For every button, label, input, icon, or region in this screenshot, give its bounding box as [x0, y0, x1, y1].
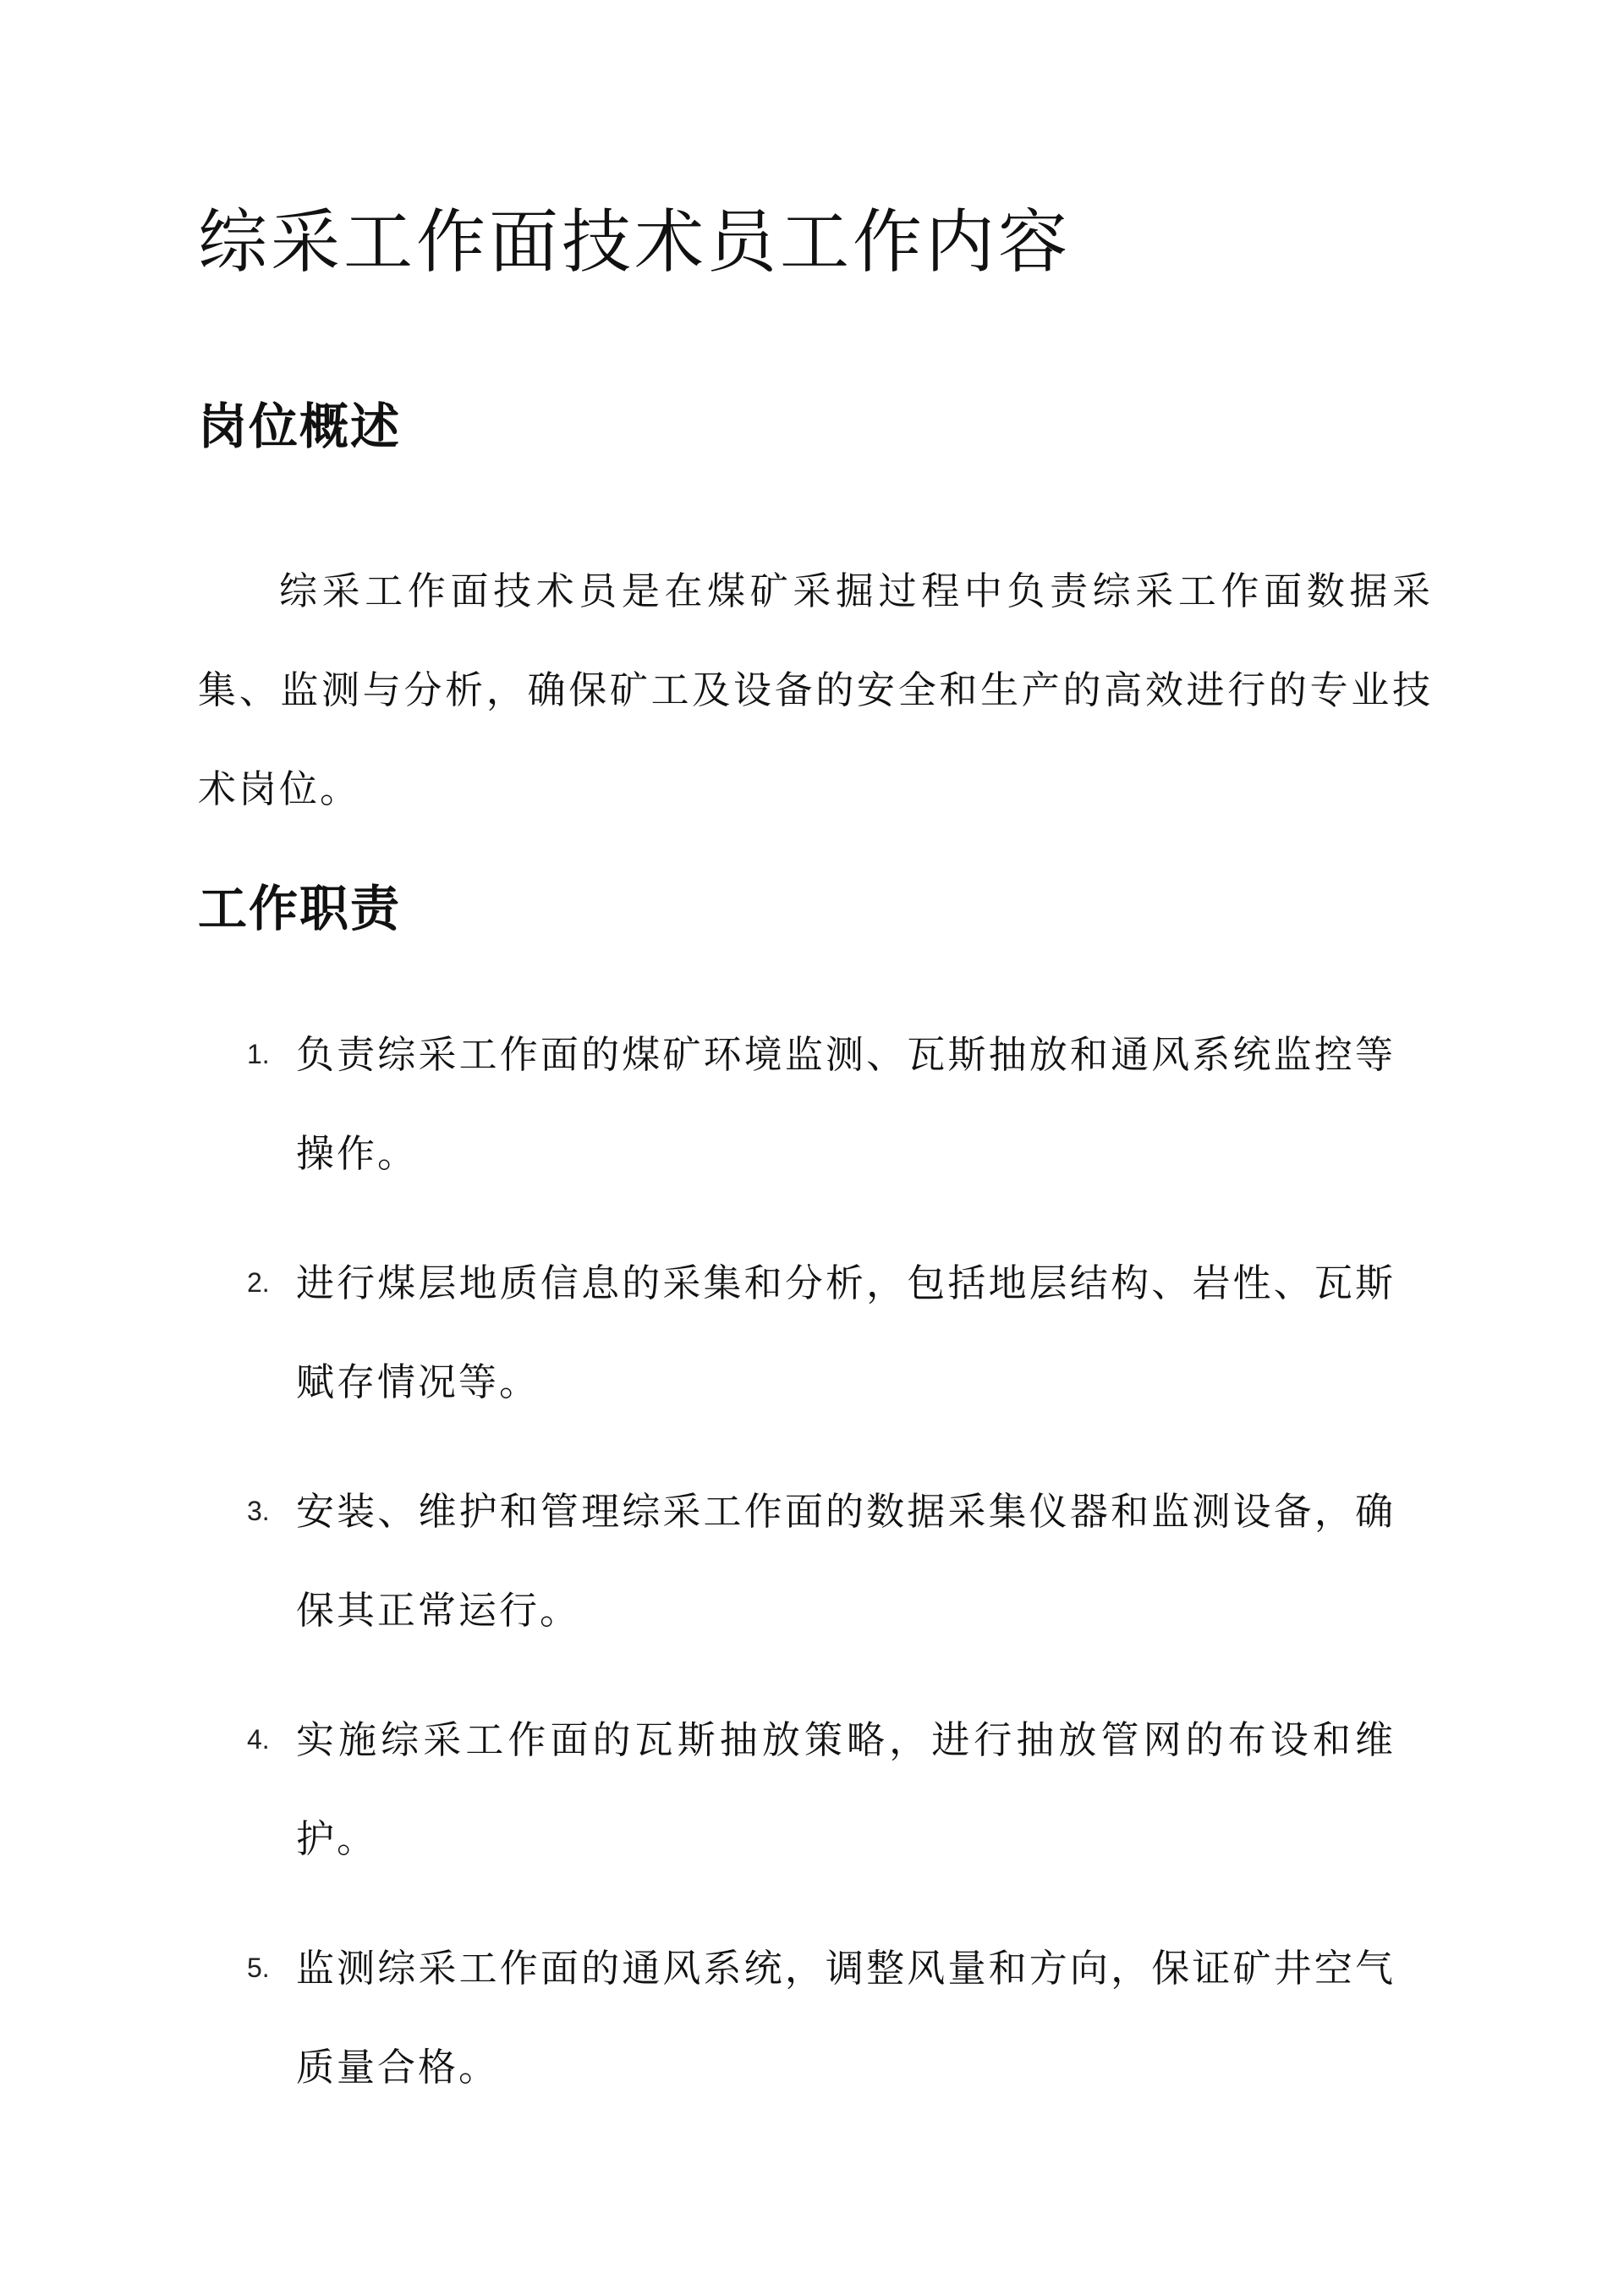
list-item-number: 2. [247, 1267, 270, 1298]
list-item-text: 监测综采工作面的通风系统，调整风量和方向，保证矿井空气质量合格。 [296, 1946, 1396, 2090]
job-overview-paragraph: 综采工作面技术员是在煤矿采掘过程中负责综采工作面数据采集、监测与分析，确保矿工及设备的安全和生产的高效进行的专业技术岗位。 [198, 569, 1433, 811]
section-heading-job-duties: 工作职责 [198, 880, 402, 937]
list-item-text: 实施综采工作面的瓦斯抽放策略，进行抽放管网的布设和维护。 [296, 1717, 1396, 1861]
list-item-text: 进行煤层地质信息的采集和分析，包括地层结构、岩性、瓦斯赋存情况等。 [296, 1261, 1396, 1404]
document-title: 综采工作面技术员工作内容 [198, 202, 1072, 283]
list-item-number: 3. [247, 1496, 270, 1526]
list-item-number: 1. [247, 1039, 270, 1069]
list-item-number: 5. [247, 1953, 270, 1983]
list-item-text: 安装、维护和管理综采工作面的数据采集仪器和监测设备，确保其正常运行。 [296, 1489, 1396, 1633]
section-heading-job-overview: 岗位概述 [198, 398, 402, 455]
list-item-text: 负责综采工作面的煤矿环境监测、瓦斯抽放和通风系统监控等操作。 [296, 1032, 1396, 1176]
list-item-number: 4. [247, 1724, 270, 1755]
